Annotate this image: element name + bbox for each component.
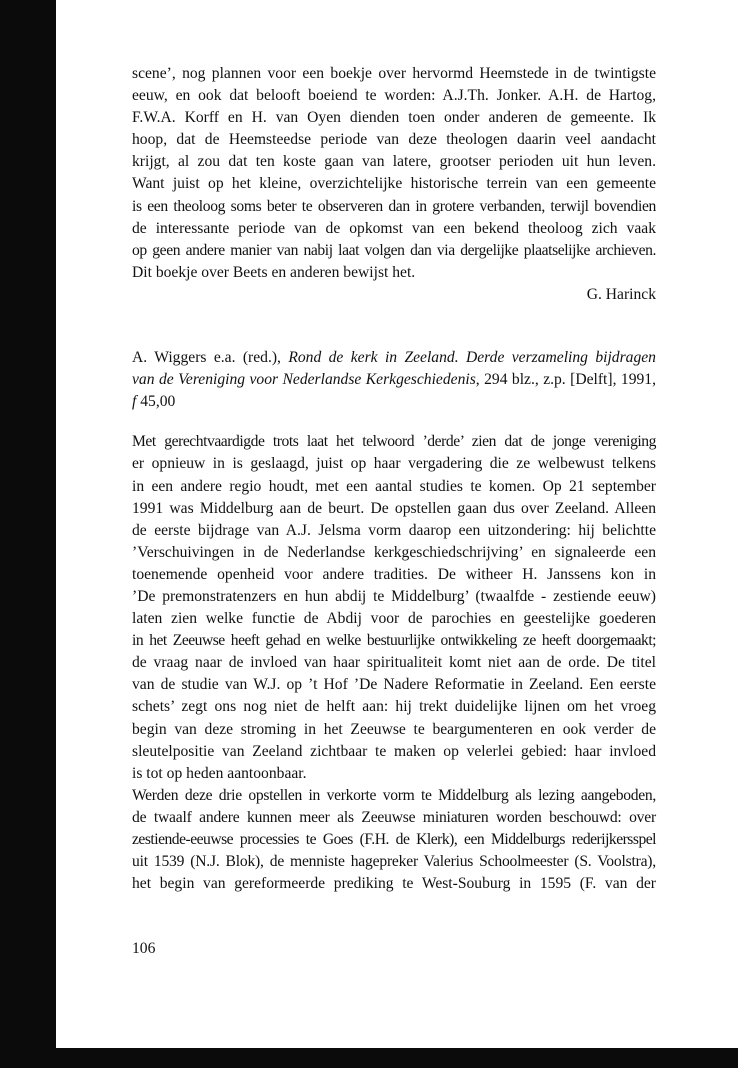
- text-line: in een andere regio houdt, met een aantal studies te komen. Op 21 september: [132, 477, 656, 495]
- heading-author: A. Wiggers e.a. (red.),: [132, 349, 289, 367]
- heading-currency: f: [132, 393, 137, 411]
- text-line: scene’, nog plannen voor een boekje over hervormd Heemstede in de twintigste: [132, 65, 656, 82]
- heading-book-title-cont: van de Vereniging voor Nederlandse Kerkgeschiedenis: [132, 371, 476, 389]
- text-line: eeuw, en ook dat belooft boeiend te worden: A.J.Th. Jonker. A.H. de Hartog,: [132, 87, 656, 105]
- text-line: krijgt, al zou dat ten koste gaan van latere, grootser perioden uit hun leven.: [132, 153, 656, 171]
- heading-book-title: Rond de kerk in Zeeland. Derde verzameling bijdragen: [288, 349, 656, 367]
- review-body-text: [132, 431, 656, 895]
- heading-line: [132, 347, 656, 369]
- text-line: de vraag naar de invloed van haar spiritualiteit komt niet aan de orde. De titel: [132, 654, 656, 672]
- text-line: er opnieuw in is geslaagd, juist op haar vergadering die ze welbewust telkens: [132, 455, 656, 473]
- text-line: het begin van gereformeerde prediking te West-Souburg in 1595 (F. van der: [132, 875, 656, 893]
- heading-line: [132, 391, 656, 413]
- text-line: de eerste bijdrage van A.J. Jelsma vorm daarop een uitzondering: hij belichtte: [132, 521, 656, 539]
- text-line: 1991 was Middelburg aan de beurt. De opstellen gaan dus over Zeeland. Alleen: [132, 499, 656, 517]
- text-line: ’Verschuivingen in de Nederlandse kerkgeschiedschrijving’ en signaleerde een: [132, 543, 656, 561]
- heading-line: [132, 369, 656, 391]
- text-line: de interessante periode van de opkomst van een bekend theoloog zich vaak: [132, 219, 656, 237]
- text-line: uit 1539 (N.J. Blok), de menniste hagepreker Valerius Schoolmeester (S. Voolstra),: [132, 853, 656, 871]
- scan-border-left: [0, 0, 56, 1068]
- text-line: is tot op heden aantoonbaar.: [132, 764, 307, 782]
- text-line: begin van deze stroming in het Zeeuwse te beargumenteren en ook verder de: [132, 720, 656, 738]
- reviewer-signature: G. Harinck: [586, 285, 656, 303]
- text-line: toenemende openheid voor andere tradities. De witheer H. Janssens kon in: [132, 565, 656, 583]
- text-line: F.W.A. Korff en H. van Oyen dienden toen onder anderen de gemeente. Ik: [132, 109, 656, 127]
- text-line: Dit boekje over Beets en anderen bewijst het.: [132, 263, 416, 281]
- heading-publication-details: , 294 blz., z.p. [Delft], 1991,: [475, 371, 656, 389]
- text-line: Met gerechtvaardigde trots laat het telwoord ’derde’ zien dat de jonge vereniging: [132, 433, 656, 451]
- text-line: de twaalf andere kunnen meer als Zeeuwse miniaturen worden beschouwd: over: [132, 808, 656, 826]
- text-line: laten zien welke functie de Abdij voor de parochies en geestelijke goederen: [132, 610, 656, 628]
- text-line: zestiende-eeuwse processies te Goes (F.H. de Klerk), een Middelburgs rederijkersspel: [132, 831, 656, 848]
- text-line: Werden deze drie opstellen in verkorte vorm te Middelburg als lezing aangeboden,: [132, 786, 656, 804]
- text-line: schets’ zegt ons nog niet de helft aan: hij trekt duidelijke lijnen om het vroeg: [132, 698, 656, 716]
- text-line: op geen andere manier van nabij laat volgen dan via dergelijke plaatselijke archieven.: [132, 241, 656, 259]
- text-line: in het Zeeuwse heeft gehad en welke bestuurlijke ontwikkeling ze heeft doorgemaakt;: [132, 632, 656, 650]
- text-line: van de studie van W.J. op ’t Hof ’De Nadere Reformatie in Zeeland. Een eerste: [132, 676, 656, 694]
- text-line: sleutelpositie van Zeeland zichtbaar te maken op velerlei gebied: haar invloed: [132, 742, 656, 760]
- review-heading: [132, 347, 656, 413]
- text-line: hoop, dat de Heemsteedse periode van deze theologen daarin veel aandacht: [132, 131, 656, 149]
- scan-border-bottom: [56, 1048, 738, 1068]
- heading-price: 45,00: [136, 393, 176, 411]
- text-line: ’De premonstratenzers en hun abdij te Middelburg’ (twaalfde - zestiende eeuw): [132, 587, 656, 605]
- page-number: 106: [132, 940, 156, 957]
- text-line: is een theoloog soms beter te observeren dan in grotere verbanden, terwijl bovendien: [132, 197, 656, 215]
- text-line: Want juist op het kleine, overzichtelijke historische terrein van een gemeente: [132, 175, 656, 193]
- page-content: [132, 63, 656, 895]
- previous-review-text: [132, 63, 656, 284]
